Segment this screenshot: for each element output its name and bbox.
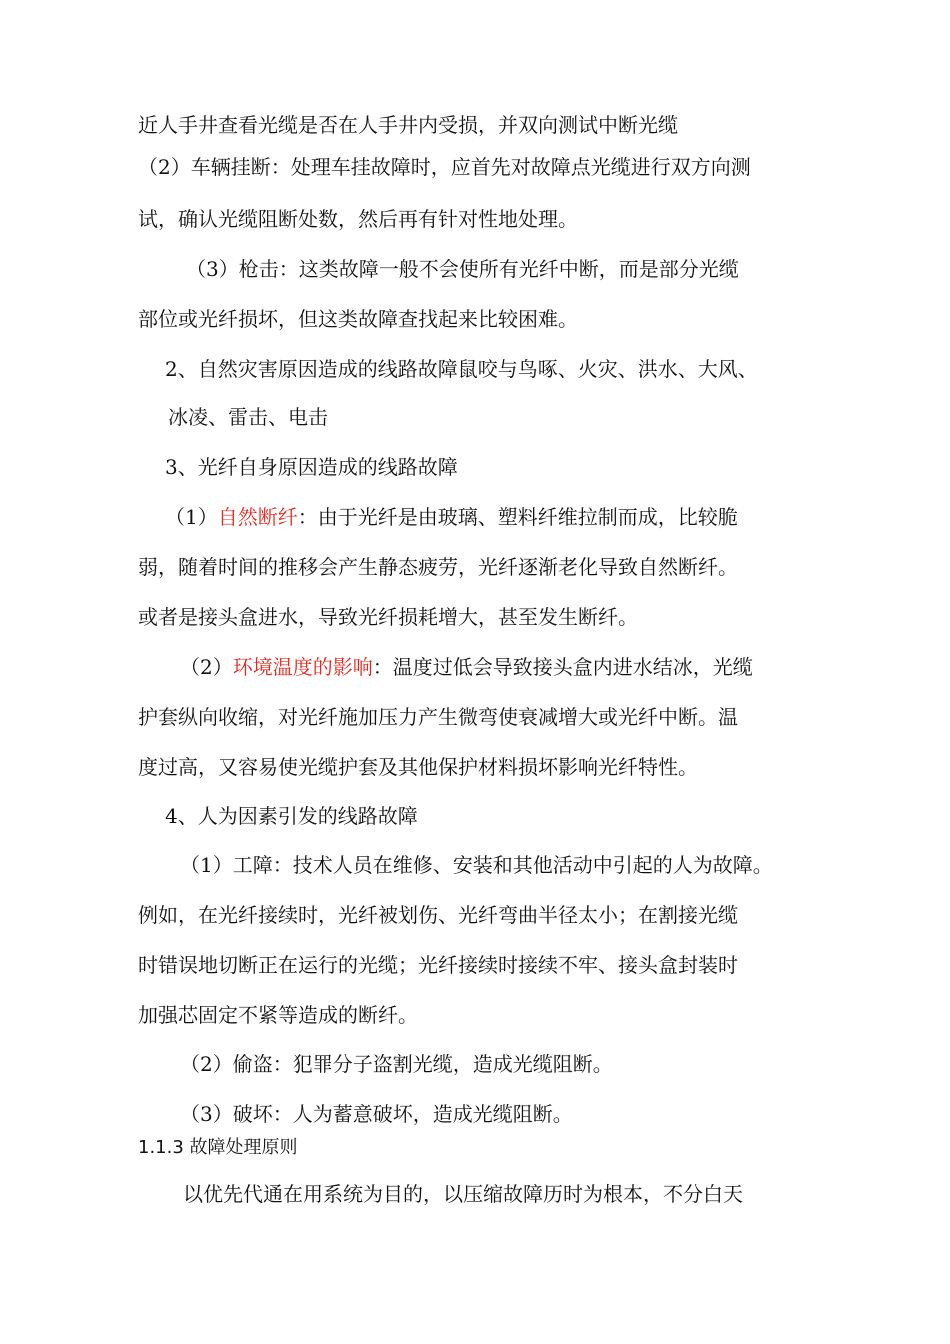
text-line: 部位或光纤损坏，但这类故障查找起来比较困难。 [138,307,578,331]
text-line: 例如，在光纤接续时，光纤被划伤、光纤弯曲半径太小；在割接光缆 [138,903,738,927]
text-line: 时错误地切断正在运行的光缆；光纤接续时接续不牢、接头盒封装时 [138,953,738,977]
highlight-term: 环境温度的影响 [232,655,373,679]
text-line: 以优先代通在用系统为目的，以压缩故障历时为根本，不分白天 [183,1182,743,1206]
section-heading-line: 3、光纤自身原因造成的线路故障 [165,455,458,479]
text-line: 度过高，又容易使光缆护套及其他保护材料损坏影响光纤特性。 [138,755,698,779]
text-line: 冰凌、雷击、电击 [168,405,328,429]
text-line: 试，确认光缆阻断处数，然后再有针对性地处理。 [138,207,578,231]
text-segment: ：温度过低会导致接头盒内进水结冰，光缆 [372,655,753,679]
section-heading-line: 4、人为因素引发的线路故障 [165,804,418,828]
text-segment: ：由于光纤是由玻璃、塑料纤维拉制而成，比较脆 [297,505,738,529]
text-line [180,653,753,681]
text-line [165,503,738,531]
section-heading: 1.1.3 故障处理原则 [138,1137,298,1158]
text-line: 近人手井查看光缆是否在人手井内受损，并双向测试中断光缆 [138,113,678,137]
text-line: （1）工障：技术人员在维修、安装和其他活动中引起的人为故障。 [180,853,773,877]
text-line: 护套纵向收缩，对光纤施加压力产生微弯使衰减增大或光纤中断。温 [138,705,738,729]
text-line: （2）偷盗：犯罪分子盗割光缆，造成光缆阻断。 [180,1052,613,1076]
text-line: （2）车辆挂断：处理车挂故障时，应首先对故障点光缆进行双方向测 [138,155,751,179]
text-line: 或者是接头盒进水，导致光纤损耗增大，甚至发生断纤。 [138,605,638,629]
text-line: （3）枪击：这类故障一般不会使所有光纤中断，而是部分光缆 [186,257,739,281]
text-line: （3）破坏：人为蓄意破坏，造成光缆阻断。 [180,1102,573,1126]
text-line: 2、自然灾害原因造成的线路故障鼠咬与鸟啄、火灾、洪水、大风、 [165,357,758,381]
highlight-term: 自然断纤 [217,505,298,529]
text-line: 加强芯固定不紧等造成的断纤。 [138,1003,418,1027]
text-line: 弱，随着时间的推移会产生静态疲劳，光纤逐渐老化导致自然断纤。 [138,555,738,579]
item-number: （1） [165,505,218,529]
item-number: （2） [180,655,233,679]
